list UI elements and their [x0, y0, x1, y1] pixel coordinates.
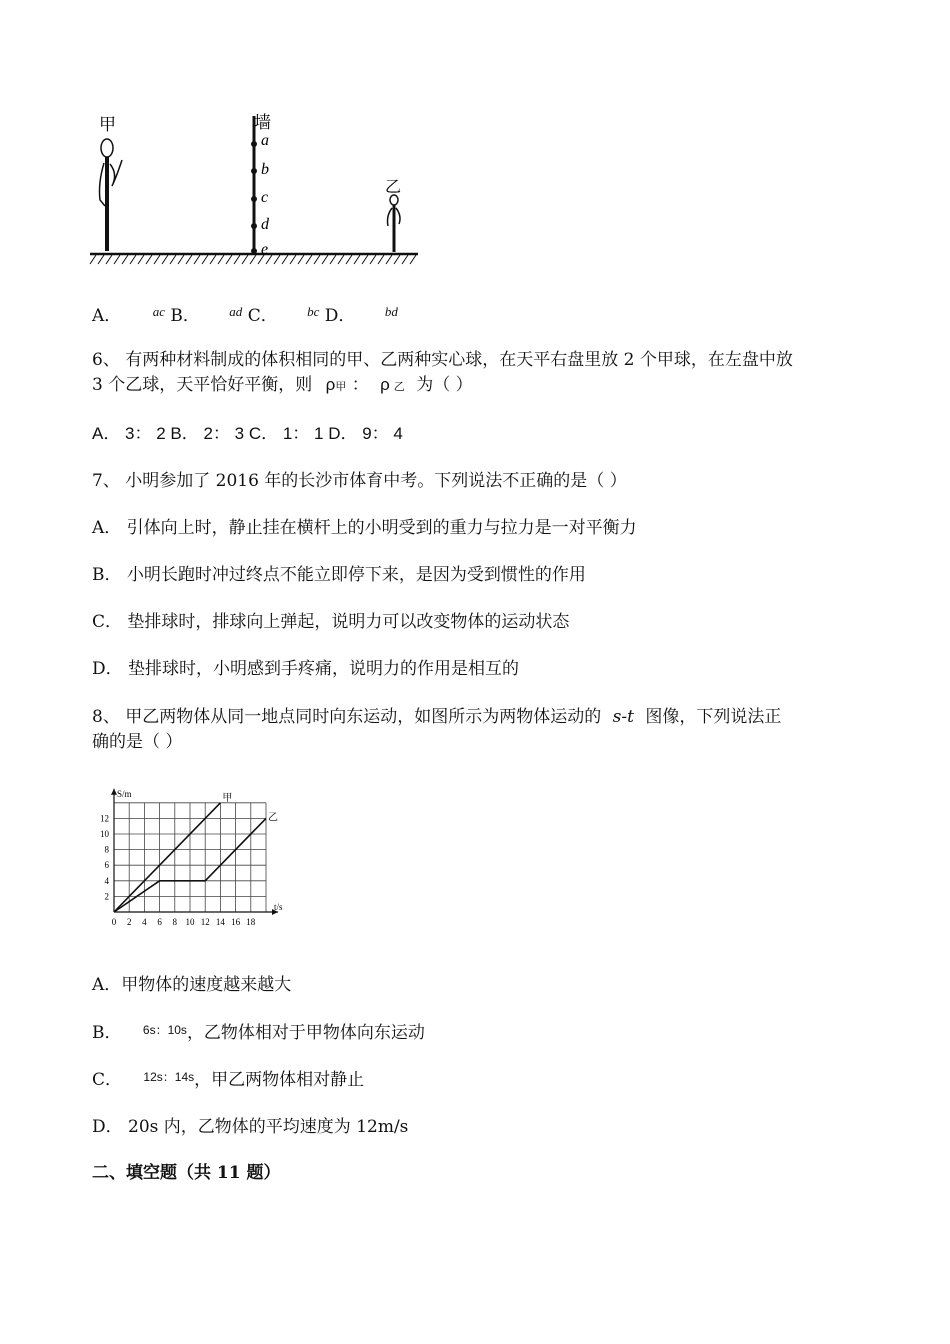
x-tick-label: 2 — [126, 917, 132, 927]
x-tick-label: 4 — [142, 917, 147, 927]
series-label-jia: 甲 — [222, 792, 233, 804]
q5-option-c-prefix: C． — [247, 306, 278, 326]
x-axis-label: t/s — [274, 902, 283, 912]
series-line-jia — [114, 803, 220, 912]
q6-rho-yi: ρ — [380, 375, 390, 394]
q6-sub-jia: 甲 — [335, 380, 347, 393]
q7-stem: 7、 小明参加了 2016 年的长沙市体育中考。下列说法不正确的是（ ） — [92, 471, 627, 491]
y-tick-label: 12 — [100, 813, 109, 824]
x-tick-label: 12 — [200, 917, 210, 927]
point-d: d — [261, 216, 269, 233]
q8-option-a: A．甲物体的速度越来越大 — [92, 975, 292, 995]
q5-options — [92, 301, 398, 326]
q8-option-c-prefix: C． — [92, 1070, 123, 1090]
q6-line2-pre: 3 个乙球，天平恰好平衡，则 — [92, 375, 313, 395]
q8-option-b — [92, 1018, 425, 1043]
q6-colon: ： — [351, 375, 369, 395]
person-jia — [100, 139, 123, 251]
x-tick-label: 18 — [246, 917, 256, 927]
x-tick-label: 10 — [185, 917, 195, 927]
person-yi — [388, 195, 401, 252]
q5-option-d-value: bd — [384, 304, 398, 319]
q8-line1 — [92, 702, 781, 727]
series-label-yi: 乙 — [268, 812, 278, 824]
wall-point-labels — [261, 132, 270, 258]
q8-line1-pre: 8、 甲乙两物体从同一地点同时向东运动，如图所示为两物体运动的 — [92, 707, 602, 727]
point-e: e — [261, 241, 269, 258]
point-a: a — [261, 132, 269, 149]
q8-option-c-text: ，甲乙两物体相对静止 — [194, 1070, 365, 1090]
q6-line2-post: 为（ ） — [416, 375, 473, 395]
q6-rho-jia: ρ — [325, 375, 336, 394]
q5-option-a-value: ac — [152, 304, 165, 319]
q5-option-b-value: ad — [229, 304, 243, 319]
x-tick-label: 0 — [111, 917, 117, 927]
y-tick-label: 4 — [104, 875, 109, 886]
q7-option-d: D． 垫排球时，小明感到手疼痛，说明力的作用是相互的 — [92, 659, 520, 679]
q8-line1-post: 图像，下列说法正 — [645, 707, 782, 727]
label-yi: 乙 — [385, 179, 402, 196]
q5-option-d-prefix: D． — [324, 306, 356, 326]
q8-line2: 确的是（ ） — [92, 732, 183, 752]
y-tick-label: 6 — [104, 860, 109, 871]
y-tick-label: 10 — [100, 829, 109, 839]
q8-st-symbol: s-t — [612, 707, 634, 727]
ground-hatch — [90, 255, 416, 264]
q5-option-a-prefix: A． — [92, 306, 122, 326]
q8-option-b-range: 6s：10s — [142, 1023, 187, 1037]
q8-option-b-prefix: B． — [92, 1023, 122, 1043]
point-c: c — [261, 189, 269, 206]
q6-line1: 6、 有两种材料制成的体积相同的甲、乙两种实心球，在天平右盘里放 2 个甲球，在左盘中放 — [92, 350, 793, 370]
q8-option-c-range: 12s：14s — [143, 1070, 195, 1084]
x-tick-label: 6 — [157, 917, 162, 927]
x-tick-label: 8 — [172, 917, 178, 927]
q8-option-d: D． 20s 内，乙物体的平均速度为 12m/s — [92, 1117, 409, 1137]
label-jia: 甲 — [99, 115, 116, 134]
q7-option-a: A． 引体向上时，静止挂在横杆上的小明受到的重力与拉力是一对平衡力 — [92, 518, 637, 538]
q6-line2 — [92, 370, 473, 395]
q5-option-b-prefix: B． — [170, 306, 200, 326]
y-tick-label: 2 — [104, 891, 109, 902]
figure-wall-people — [88, 108, 428, 268]
q5-option-c-value: bc — [307, 304, 320, 319]
x-tick-label: 16 — [231, 917, 241, 927]
q8-option-c — [92, 1065, 364, 1090]
y-axis-label: S/m — [117, 788, 132, 799]
point-b: b — [261, 161, 269, 178]
x-tick-label: 14 — [215, 917, 225, 927]
y-tick-label: 8 — [104, 844, 109, 855]
q7-option-b: B． 小明长跑时冲过终点不能立即停下来，是因为受到惯性的作用 — [92, 565, 586, 585]
q7-option-c: C． 垫排球时，排球向上弹起，说明力可以改变物体的运动状态 — [92, 612, 570, 632]
q6-sub-yi: 乙 — [393, 380, 405, 393]
st-chart — [92, 772, 302, 937]
q6-options: A． 3： 2 B． 2： 3 C． 1： 1 D． 9： 4 — [92, 424, 403, 443]
label-wall: 墙 — [254, 113, 271, 132]
q8-option-b-text: ，乙物体相对于甲物体向东运动 — [186, 1023, 425, 1043]
section-2-heading: 二、填空题（共 11 题） — [92, 1163, 281, 1183]
